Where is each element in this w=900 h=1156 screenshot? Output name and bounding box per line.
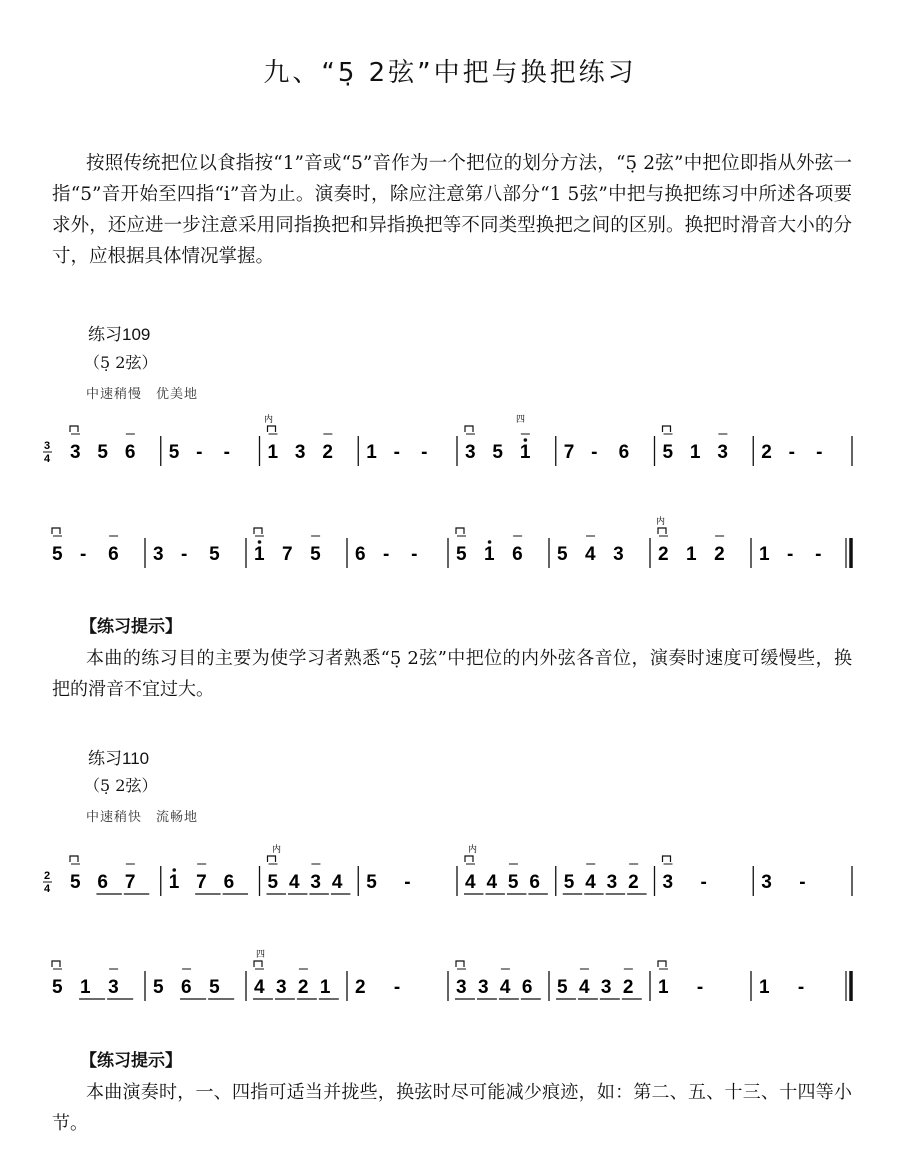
note: - — [393, 977, 401, 998]
page-title: 九、“5̣ 2弦”中把与换把练习 — [263, 58, 637, 88]
note: 6 — [97, 872, 109, 893]
note: 2 — [628, 872, 639, 893]
note: 7 — [196, 872, 207, 893]
note: - — [393, 442, 401, 463]
note: 5 — [557, 544, 568, 565]
note: 1 — [759, 977, 770, 998]
note: 3 — [600, 977, 612, 998]
hint-1-heading: 【练习提示】 — [80, 617, 182, 637]
exercise-109-tempo: 中速稍慢 优美地 — [86, 387, 199, 402]
note: 1 — [80, 977, 91, 998]
exercise-109-score-row-1 — [40, 410, 860, 480]
note: 3 — [613, 544, 624, 565]
note: 5 — [209, 977, 220, 998]
note: 5 — [492, 442, 504, 463]
note: 6 — [181, 977, 192, 998]
down-bow-mark — [254, 961, 262, 967]
exercise-110-tempo: 中速稍快 流畅地 — [86, 810, 199, 825]
fingering-label: 四 — [516, 415, 526, 425]
note: 4 — [465, 872, 476, 893]
note: - — [80, 544, 87, 565]
note: 4 — [331, 872, 343, 893]
note: 5 — [52, 977, 63, 998]
note: 5 — [97, 442, 109, 463]
down-bow-mark — [465, 856, 473, 862]
note: 1 — [759, 544, 770, 565]
note: - — [404, 872, 411, 893]
note: 5 — [310, 544, 321, 565]
note: 5 — [70, 872, 81, 893]
note: 5 — [563, 872, 575, 893]
exercise-110-row2-notation — [40, 945, 860, 1015]
down-bow-mark — [52, 961, 60, 967]
note: 7 — [282, 544, 293, 565]
high-octave-dot — [524, 438, 528, 442]
note: 3 — [294, 442, 306, 463]
fingering-label: 内 — [656, 517, 666, 527]
fingering-label: 内 — [264, 415, 274, 425]
time-signature-bottom: 4 — [44, 883, 51, 895]
note: - — [700, 872, 707, 893]
down-bow-mark — [456, 961, 464, 967]
note: 1 — [484, 544, 495, 565]
down-bow-mark — [456, 528, 464, 534]
note: 1 — [267, 442, 279, 463]
note: 5 — [662, 442, 674, 463]
exercise-109-score-row-2 — [40, 512, 860, 582]
note: 7 — [563, 442, 575, 463]
exercise-110-score-row-1 — [40, 840, 860, 910]
note: 5 — [153, 977, 164, 998]
note: - — [787, 544, 794, 565]
note: 5 — [456, 544, 467, 565]
note: 2 — [714, 544, 725, 565]
note: - — [788, 442, 796, 463]
fingering-label: 内 — [272, 845, 282, 855]
note: 4 — [585, 872, 596, 893]
note: 6 — [618, 442, 630, 463]
note: 1 — [686, 544, 697, 565]
note: 6 — [108, 544, 119, 565]
note: 7 — [124, 872, 136, 893]
note: 3 — [153, 544, 164, 565]
exercise-110-string: （5̣ 2弦） — [84, 776, 158, 795]
note: 5 — [366, 872, 377, 893]
note: 3 — [275, 977, 287, 998]
exercise-110-title: 练习110 — [88, 749, 150, 768]
note: 6 — [355, 544, 366, 565]
note: 3 — [606, 872, 618, 893]
note: 5 — [557, 977, 568, 998]
note: 4 — [578, 977, 590, 998]
note: - — [696, 977, 704, 998]
note: - — [383, 544, 390, 565]
note: 1 — [254, 544, 265, 565]
intro-paragraph: 按照传统把位以食指按“1”音或“5”音作为一个把位的划分方法，“5̣ 2弦”中把位即指从外弦一指“5”音开始至四指“i̇”音为止。演奏时，除应注意第八部分“1 5弦”中把与换把练习中所述各项要求外，还应进一步注意采用同指换把和异指换把等不同类型换把之间的区别。换把时滑音大小的分寸，应根据具体情况掌握。 — [52, 153, 852, 267]
note: 2 — [322, 442, 333, 463]
note: 3 — [108, 977, 119, 998]
note: - — [181, 544, 188, 565]
note: 1 — [366, 442, 377, 463]
note: 4 — [486, 872, 498, 893]
down-bow-mark — [70, 426, 78, 432]
down-bow-mark — [268, 426, 276, 432]
note: 1 — [319, 977, 331, 998]
note: 6 — [512, 544, 523, 565]
note: - — [815, 544, 822, 565]
time-signature-top: 3 — [44, 440, 51, 452]
note: 4 — [254, 977, 265, 998]
note: 1 — [519, 442, 531, 463]
down-bow-mark — [663, 426, 671, 432]
down-bow-mark — [70, 856, 78, 862]
time-signature-bottom: 4 — [44, 453, 51, 465]
note: 5 — [168, 442, 180, 463]
high-octave-dot — [258, 540, 262, 544]
exercise-110-score-row-2 — [40, 945, 860, 1015]
fingering-label: 内 — [468, 845, 478, 855]
note: - — [797, 977, 805, 998]
down-bow-mark — [268, 856, 276, 862]
note: 1 — [168, 872, 180, 893]
note: - — [591, 442, 598, 463]
hint-2-heading: 【练习提示】 — [80, 1051, 182, 1071]
note: - — [816, 442, 823, 463]
hint-2-text: 本曲演奏时，一、四指可适当并拢些，换弦时尽可能减少痕迹，如：第二、五、十三、十四等小节。 — [52, 1082, 852, 1134]
note: 3 — [477, 977, 489, 998]
note: 3 — [465, 442, 476, 463]
note: 6 — [223, 872, 235, 893]
note: 6 — [124, 442, 136, 463]
down-bow-mark — [663, 856, 671, 862]
note: 5 — [267, 872, 279, 893]
note: 5 — [507, 872, 519, 893]
note: 3 — [662, 872, 674, 893]
note: 3 — [717, 442, 728, 463]
down-bow-mark — [465, 426, 473, 432]
note: - — [411, 544, 418, 565]
note: - — [223, 442, 230, 463]
note: 2 — [622, 977, 634, 998]
note: 2 — [355, 977, 366, 998]
note: - — [799, 872, 806, 893]
down-bow-mark — [254, 528, 262, 534]
note: 3 — [456, 977, 467, 998]
note: 5 — [52, 544, 63, 565]
note: 1 — [658, 977, 669, 998]
note: 3 — [70, 442, 81, 463]
high-octave-dot — [488, 540, 492, 544]
time-signature-top: 2 — [44, 870, 51, 882]
high-octave-dot — [172, 868, 176, 872]
note: 4 — [288, 872, 300, 893]
exercise-109-row1-notation — [40, 410, 860, 480]
note: 4 — [499, 977, 511, 998]
note: 6 — [529, 872, 540, 893]
down-bow-mark — [52, 528, 60, 534]
exercise-109-string: （5̣ 2弦） — [84, 353, 158, 372]
note: 3 — [310, 872, 322, 893]
down-bow-mark — [658, 528, 666, 534]
exercise-109-title: 练习109 — [88, 325, 151, 344]
note: 4 — [585, 544, 596, 565]
fingering-label: 四 — [256, 950, 266, 960]
note: - — [196, 442, 203, 463]
note: 5 — [209, 544, 220, 565]
down-bow-mark — [658, 961, 666, 967]
note: 2 — [658, 544, 669, 565]
note: 6 — [521, 977, 533, 998]
exercise-110-row1-notation — [40, 840, 860, 910]
note: 2 — [297, 977, 309, 998]
note: 2 — [761, 442, 772, 463]
note: 1 — [689, 442, 701, 463]
note: - — [421, 442, 428, 463]
exercise-109-row2-notation — [40, 512, 860, 582]
note: 3 — [761, 872, 772, 893]
hint-1-text: 本曲的练习目的主要为使学习者熟悉“5̣ 2弦”中把位的内外弦各音位，演奏时速度可缓慢些，换把的滑音不宜过大。 — [52, 648, 852, 700]
